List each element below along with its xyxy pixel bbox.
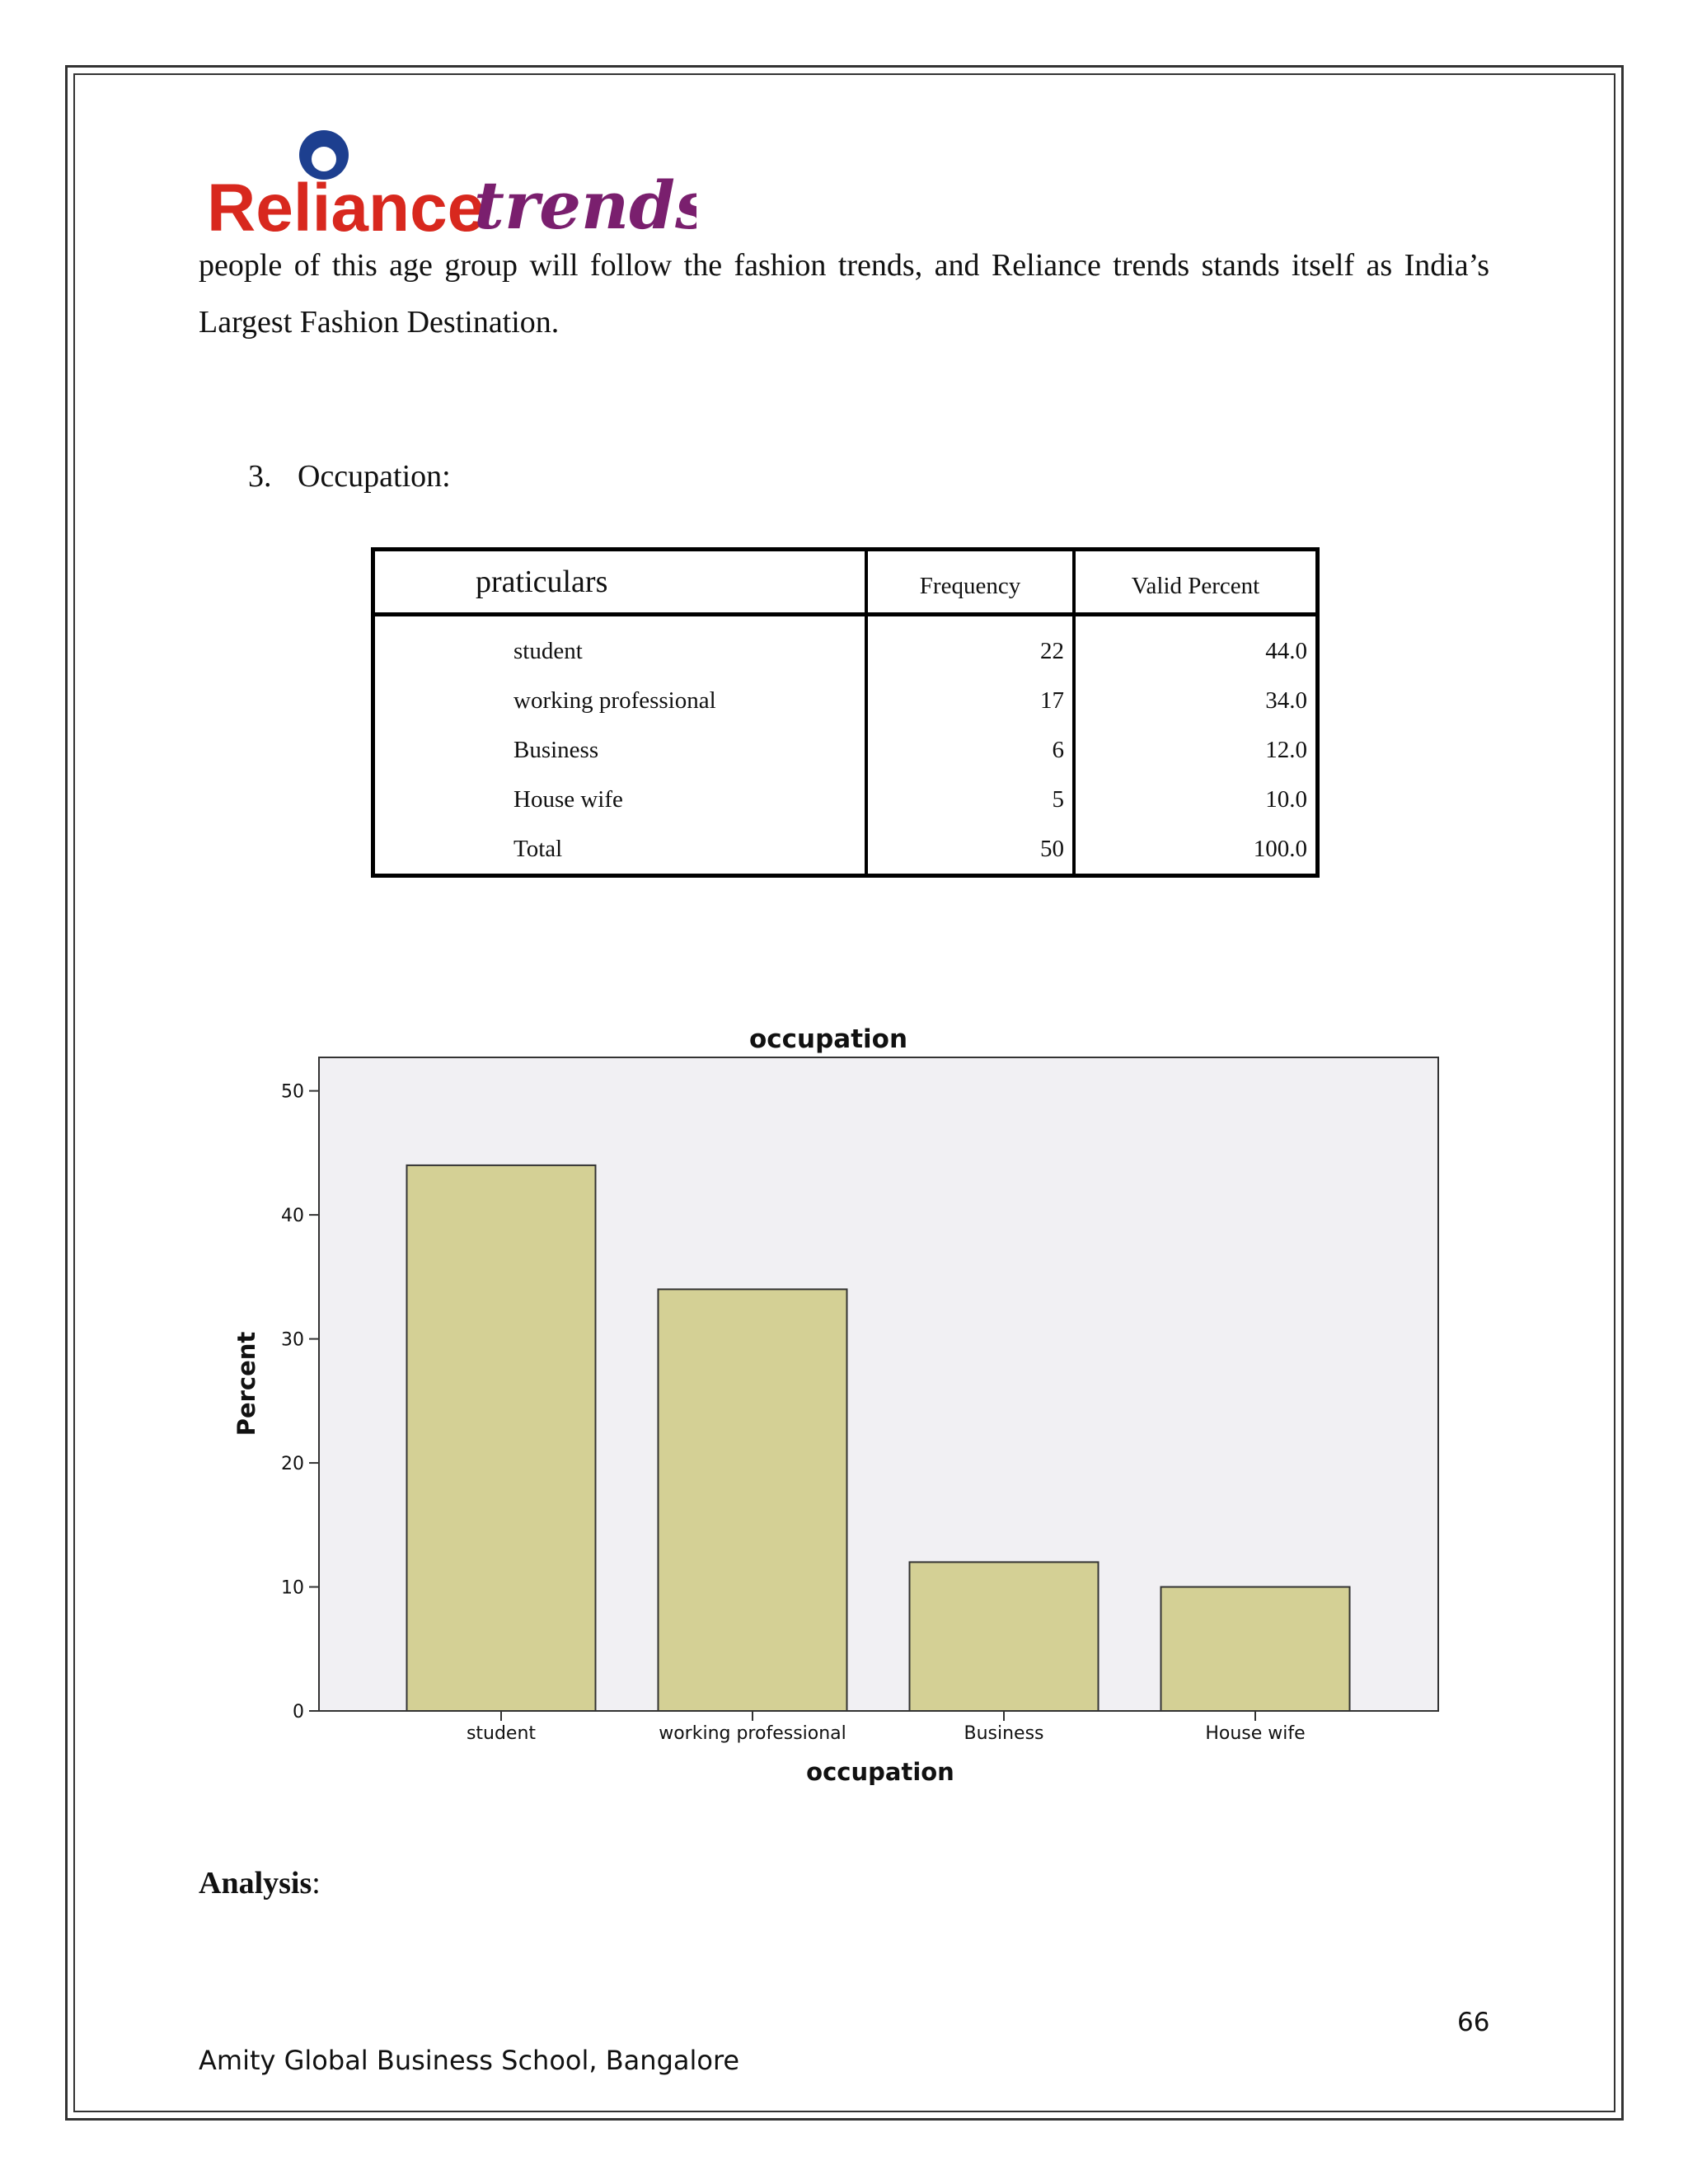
y-tick-label: 10 [281, 1577, 304, 1599]
row-frequency: 22 [866, 615, 1074, 677]
header-frequency: Frequency [866, 550, 1074, 615]
logo-sub-word: trends [474, 166, 696, 243]
footer-text: Amity Global Business School, Bangalore [199, 2045, 740, 2076]
table-row [373, 775, 1318, 824]
row-label: Business [373, 725, 867, 775]
x-tick-label: Business [964, 1723, 1044, 1744]
chart-title: occupation [748, 1024, 908, 1054]
x-tick-label: working professional [659, 1723, 846, 1744]
y-axis-label: Percent [232, 1331, 260, 1436]
analysis-heading [199, 1858, 321, 1908]
row-frequency: 6 [866, 725, 1074, 775]
row-label: student [373, 615, 867, 677]
table-row [373, 676, 1318, 725]
analysis-colon: : [312, 1866, 321, 1900]
row-percent: 12.0 [1265, 736, 1307, 763]
row-frequency: 5 [866, 775, 1074, 824]
y-tick-label: 20 [281, 1454, 304, 1475]
row-percent: 100.0 [1253, 835, 1307, 862]
row-label: Total [373, 824, 867, 876]
occupation-table [371, 547, 1320, 878]
row-frequency: 17 [866, 676, 1074, 725]
y-tick-label: 50 [281, 1081, 304, 1103]
header-valid-percent: Valid Percent [1074, 550, 1318, 615]
bar-house-wife [1161, 1587, 1350, 1711]
table-row [373, 725, 1318, 775]
section-number: 3. [248, 459, 272, 494]
row-percent: 44.0 [1265, 637, 1307, 664]
page-number: 66 [1457, 2008, 1490, 2037]
body-paragraph: people of this age group will follow the fashion trends, and Reliance trends stands itself as India’s Largest Fashion Destination. [199, 248, 1489, 340]
bar-business [910, 1562, 1099, 1711]
x-tick-label: student [466, 1723, 537, 1744]
x-tick-label: House wife [1205, 1723, 1306, 1744]
row-label: working professional [373, 676, 867, 725]
table-row [373, 615, 1318, 677]
y-tick-label: 30 [281, 1329, 304, 1351]
row-label: House wife [373, 775, 867, 824]
row-percent: 10.0 [1265, 785, 1307, 813]
table-header-row [373, 550, 1318, 615]
y-tick-label: 0 [293, 1702, 304, 1722]
reliance-trends-logo [202, 120, 696, 243]
logo-brand-word: Reliance [207, 171, 485, 243]
occupation-bar-chart [214, 1010, 1492, 1801]
x-axis-label: occupation [806, 1758, 954, 1786]
bar-working-professional [659, 1289, 847, 1711]
row-frequency: 50 [866, 824, 1074, 876]
analysis-label: Analysis [199, 1866, 312, 1900]
row-percent: 34.0 [1265, 687, 1307, 714]
bar-student [407, 1165, 596, 1711]
header-particulars: praticulars [373, 550, 867, 615]
section-title: Occupation: [298, 459, 451, 494]
section-heading [248, 452, 451, 501]
y-tick-label: 40 [281, 1206, 304, 1227]
table-row-total [373, 824, 1318, 876]
